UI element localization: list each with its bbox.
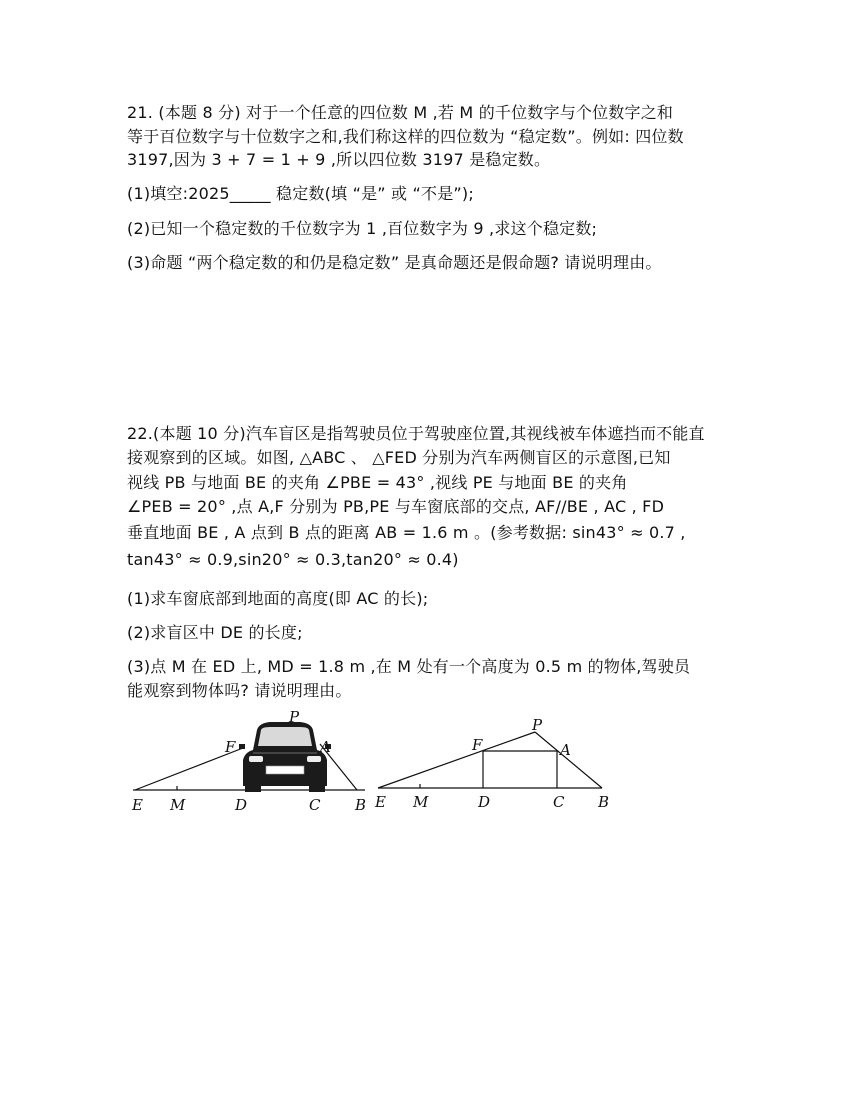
- car-blindspot-figure: [125, 708, 375, 820]
- q21-line-1: 21. (本题 8 分) 对于一个任意的四位数 M ,若 M 的千位数字与个位数字之和: [127, 103, 674, 122]
- label-b: B: [598, 793, 610, 811]
- label-p: P: [532, 716, 543, 734]
- q22-line-4: ∠PEB = 20° ,点 A,F 分别为 PB,PE 与车窗底部的交点, AF//BE , AC , FD: [127, 497, 665, 516]
- label-f: F: [472, 736, 483, 754]
- q22-part-4: 能观察到物体吗? 请说明理由。: [127, 681, 352, 700]
- label-e: E: [375, 793, 386, 811]
- q21-line-3: 3197,因为 3 + 7 = 1 + 9 ,所以四位数 3197 是稳定数。: [127, 150, 551, 169]
- sight-line-pe: [378, 732, 535, 788]
- label-d-left: D: [235, 796, 248, 814]
- q22-line-2: 接观察到的区域。如图, △ABC 、 △FED 分别为汽车两侧盲区的示意图,已知: [127, 448, 671, 467]
- label-c: C: [553, 793, 565, 811]
- label-a: A: [560, 741, 571, 759]
- q22-line-5: 垂直地面 BE , A 点到 B 点的距离 AB = 1.6 m 。(参考数据: sin43° ≈ 0.7 ,: [127, 523, 686, 542]
- car-icon: [239, 722, 331, 792]
- label-m: M: [413, 793, 429, 811]
- q21-part-2: (2)已知一个稳定数的千位数字为 1 ,百位数字为 9 ,求这个稳定数;: [127, 219, 598, 238]
- q22-line-1: 22.(本题 10 分)汽车盲区是指驾驶员位于驾驶座位置,其视线被车体遮挡而不能直: [127, 424, 705, 443]
- q22-part-2: (2)求盲区中 DE 的长度;: [127, 623, 303, 642]
- label-m-left: M: [170, 796, 186, 814]
- geometry-diagram: [370, 712, 615, 818]
- label-f-left: F: [225, 738, 236, 756]
- label-d: D: [478, 793, 491, 811]
- q22-line-6: tan43° ≈ 0.9,sin20° ≈ 0.3,tan20° ≈ 0.4): [127, 550, 459, 569]
- label-a-left: A: [320, 738, 331, 756]
- label-e-left: E: [132, 796, 143, 814]
- q21-line-2: 等于百位数字与十位数字之和,我们称这样的四位数为 “稳定数”。例如: 四位数: [127, 127, 684, 146]
- label-p-left: P: [289, 708, 300, 726]
- q22-part-3: (3)点 M 在 ED 上, MD = 1.8 m ,在 M 处有一个高度为 0.5 m 的物体,驾驶员: [127, 657, 691, 676]
- q22-part-1: (1)求车窗底部到地面的高度(即 AC 的长);: [127, 589, 429, 608]
- label-b-left: B: [355, 796, 367, 814]
- q21-part-3: (3)命题 “两个稳定数的和仍是稳定数” 是真命题还是假命题? 请说明理由。: [127, 253, 662, 272]
- label-c-left: C: [309, 796, 321, 814]
- q21-part-1: (1)填空:2025_____ 稳定数(填 “是” 或 “不是”);: [127, 184, 474, 203]
- q22-line-3: 视线 PB 与地面 BE 的夹角 ∠PBE = 43° ,视线 PE 与地面 BE 的夹角: [127, 473, 628, 492]
